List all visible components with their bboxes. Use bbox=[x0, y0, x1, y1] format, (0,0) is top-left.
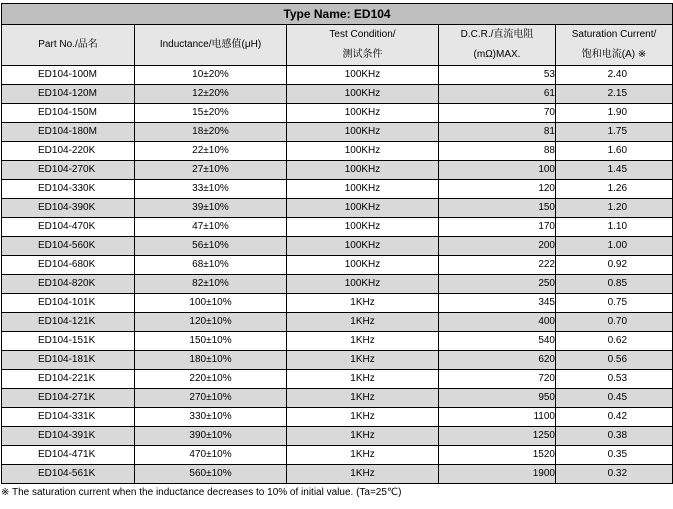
cell-dcr-value: 1900 bbox=[532, 468, 555, 479]
cell-test-condition: 100KHz bbox=[287, 66, 439, 85]
cell-inductance: 56±10% bbox=[135, 237, 287, 256]
cell-inductance: 22±10% bbox=[135, 142, 287, 161]
table-row bbox=[2, 218, 673, 237]
header-saturation-current bbox=[556, 25, 673, 66]
table-row bbox=[2, 85, 673, 104]
cell-dcr-value: 620 bbox=[538, 354, 555, 365]
cell-part-no: ED104-221K bbox=[2, 370, 135, 389]
cell-saturation-current: 0.35 bbox=[556, 446, 673, 465]
cell-dcr-value: 88 bbox=[543, 145, 555, 156]
cell-inductance: 12±20% bbox=[135, 85, 287, 104]
cell-dcr bbox=[439, 161, 556, 180]
table-row bbox=[2, 275, 673, 294]
cell-test-condition: 100KHz bbox=[287, 199, 439, 218]
cell-saturation-current: 0.62 bbox=[556, 332, 673, 351]
table-row bbox=[2, 465, 673, 484]
cell-part-no: ED104-271K bbox=[2, 389, 135, 408]
cell-saturation-current: 0.85 bbox=[556, 275, 673, 294]
cell-dcr bbox=[439, 199, 556, 218]
cell-test-condition: 100KHz bbox=[287, 218, 439, 237]
table-row bbox=[2, 142, 673, 161]
cell-saturation-current: 0.75 bbox=[556, 294, 673, 313]
table-row bbox=[2, 161, 673, 180]
header-part-no: Part No./品名 bbox=[2, 25, 135, 66]
spec-table bbox=[1, 3, 673, 484]
header-dcr bbox=[439, 25, 556, 66]
table-row bbox=[2, 408, 673, 427]
table-row bbox=[2, 332, 673, 351]
cell-dcr bbox=[439, 313, 556, 332]
cell-dcr bbox=[439, 256, 556, 275]
cell-part-no: ED104-560K bbox=[2, 237, 135, 256]
cell-dcr bbox=[439, 389, 556, 408]
cell-dcr-value: 120 bbox=[538, 183, 555, 194]
cell-test-condition: 1KHz bbox=[287, 446, 439, 465]
cell-test-condition: 1KHz bbox=[287, 332, 439, 351]
cell-dcr-value: 81 bbox=[543, 126, 555, 137]
cell-part-no: ED104-151K bbox=[2, 332, 135, 351]
cell-inductance: 150±10% bbox=[135, 332, 287, 351]
cell-dcr-value: 1520 bbox=[532, 449, 555, 460]
table-row bbox=[2, 237, 673, 256]
cell-saturation-current: 1.90 bbox=[556, 104, 673, 123]
cell-test-condition: 100KHz bbox=[287, 237, 439, 256]
table-row bbox=[2, 256, 673, 275]
header-dcr-line1: D.C.R./直流电阻 bbox=[460, 29, 534, 40]
cell-saturation-current: 0.70 bbox=[556, 313, 673, 332]
cell-part-no: ED104-101K bbox=[2, 294, 135, 313]
cell-saturation-current: 0.45 bbox=[556, 389, 673, 408]
cell-part-no: ED104-150M bbox=[2, 104, 135, 123]
cell-dcr-value: 53 bbox=[543, 69, 555, 80]
cell-part-no: ED104-181K bbox=[2, 351, 135, 370]
cell-inductance: 15±20% bbox=[135, 104, 287, 123]
cell-dcr bbox=[439, 408, 556, 427]
cell-dcr bbox=[439, 275, 556, 294]
cell-saturation-current: 1.20 bbox=[556, 199, 673, 218]
cell-dcr-value: 70 bbox=[543, 107, 555, 118]
cell-inductance: 18±20% bbox=[135, 123, 287, 142]
cell-inductance: 68±10% bbox=[135, 256, 287, 275]
table-row bbox=[2, 351, 673, 370]
header-test-condition-line1: Test Condition/ bbox=[329, 29, 396, 40]
cell-dcr bbox=[439, 180, 556, 199]
footnote: ※ The saturation current when the inductance decreases to 10% of initial value. (Ta=25℃) bbox=[1, 487, 402, 498]
cell-dcr bbox=[439, 85, 556, 104]
cell-part-no: ED104-220K bbox=[2, 142, 135, 161]
cell-dcr-value: 950 bbox=[538, 392, 555, 403]
cell-saturation-current: 0.92 bbox=[556, 256, 673, 275]
header-inductance: Inductance/电感值(μH) bbox=[135, 25, 287, 66]
cell-test-condition: 100KHz bbox=[287, 142, 439, 161]
cell-test-condition: 100KHz bbox=[287, 104, 439, 123]
cell-test-condition: 1KHz bbox=[287, 427, 439, 446]
table-row bbox=[2, 180, 673, 199]
cell-saturation-current: 0.56 bbox=[556, 351, 673, 370]
cell-dcr-value: 720 bbox=[538, 373, 555, 384]
cell-saturation-current: 1.75 bbox=[556, 123, 673, 142]
cell-inductance: 27±10% bbox=[135, 161, 287, 180]
cell-test-condition: 100KHz bbox=[287, 123, 439, 142]
cell-inductance: 560±10% bbox=[135, 465, 287, 484]
cell-inductance: 39±10% bbox=[135, 199, 287, 218]
cell-inductance: 390±10% bbox=[135, 427, 287, 446]
cell-dcr-value: 100 bbox=[538, 164, 555, 175]
cell-dcr bbox=[439, 427, 556, 446]
table-row bbox=[2, 104, 673, 123]
cell-inductance: 220±10% bbox=[135, 370, 287, 389]
cell-dcr-value: 1100 bbox=[533, 411, 555, 422]
cell-part-no: ED104-120M bbox=[2, 85, 135, 104]
cell-saturation-current: 1.45 bbox=[556, 161, 673, 180]
cell-saturation-current: 0.42 bbox=[556, 408, 673, 427]
table-row bbox=[2, 66, 673, 85]
header-saturation-line1: Saturation Current/ bbox=[571, 29, 657, 40]
cell-dcr-value: 540 bbox=[538, 335, 555, 346]
cell-dcr bbox=[439, 446, 556, 465]
cell-dcr bbox=[439, 142, 556, 161]
cell-dcr bbox=[439, 237, 556, 256]
cell-dcr-value: 200 bbox=[538, 240, 555, 251]
cell-part-no: ED104-391K bbox=[2, 427, 135, 446]
cell-part-no: ED104-270K bbox=[2, 161, 135, 180]
cell-dcr-value: 222 bbox=[538, 259, 555, 270]
cell-inductance: 82±10% bbox=[135, 275, 287, 294]
cell-test-condition: 1KHz bbox=[287, 408, 439, 427]
cell-saturation-current: 1.60 bbox=[556, 142, 673, 161]
cell-dcr bbox=[439, 104, 556, 123]
cell-part-no: ED104-680K bbox=[2, 256, 135, 275]
cell-saturation-current: 2.40 bbox=[556, 66, 673, 85]
cell-part-no: ED104-820K bbox=[2, 275, 135, 294]
table-title-row bbox=[2, 4, 673, 25]
cell-dcr bbox=[439, 66, 556, 85]
cell-dcr bbox=[439, 370, 556, 389]
cell-test-condition: 1KHz bbox=[287, 389, 439, 408]
cell-saturation-current: 0.38 bbox=[556, 427, 673, 446]
cell-part-no: ED104-331K bbox=[2, 408, 135, 427]
table-row bbox=[2, 389, 673, 408]
cell-part-no: ED104-471K bbox=[2, 446, 135, 465]
cell-dcr bbox=[439, 351, 556, 370]
table-row bbox=[2, 313, 673, 332]
cell-part-no: ED104-121K bbox=[2, 313, 135, 332]
cell-part-no: ED104-100M bbox=[2, 66, 135, 85]
cell-saturation-current: 2.15 bbox=[556, 85, 673, 104]
cell-test-condition: 100KHz bbox=[287, 85, 439, 104]
cell-part-no: ED104-330K bbox=[2, 180, 135, 199]
cell-dcr-value: 1250 bbox=[532, 430, 555, 441]
cell-part-no: ED104-561K bbox=[2, 465, 135, 484]
cell-dcr bbox=[439, 332, 556, 351]
table-row bbox=[2, 427, 673, 446]
table-row bbox=[2, 123, 673, 142]
cell-dcr-value: 61 bbox=[543, 88, 555, 99]
cell-dcr bbox=[439, 123, 556, 142]
cell-test-condition: 100KHz bbox=[287, 256, 439, 275]
cell-dcr bbox=[439, 465, 556, 484]
cell-part-no: ED104-390K bbox=[2, 199, 135, 218]
cell-dcr bbox=[439, 294, 556, 313]
table-title: Type Name: ED104 bbox=[2, 4, 673, 25]
cell-dcr-value: 150 bbox=[538, 202, 555, 213]
table-row bbox=[2, 199, 673, 218]
cell-test-condition: 100KHz bbox=[287, 275, 439, 294]
cell-saturation-current: 1.00 bbox=[556, 237, 673, 256]
header-saturation-line2: 饱和电流(A) ※ bbox=[581, 49, 647, 60]
header-test-condition-line2: 测试条件 bbox=[342, 49, 383, 60]
cell-dcr-value: 250 bbox=[538, 278, 555, 289]
cell-test-condition: 100KHz bbox=[287, 161, 439, 180]
cell-inductance: 33±10% bbox=[135, 180, 287, 199]
cell-saturation-current: 1.10 bbox=[556, 218, 673, 237]
table-row bbox=[2, 294, 673, 313]
cell-test-condition: 1KHz bbox=[287, 294, 439, 313]
cell-inductance: 470±10% bbox=[135, 446, 287, 465]
cell-test-condition: 1KHz bbox=[287, 351, 439, 370]
cell-inductance: 180±10% bbox=[135, 351, 287, 370]
cell-part-no: ED104-180M bbox=[2, 123, 135, 142]
cell-dcr-value: 170 bbox=[538, 221, 555, 232]
cell-part-no: ED104-470K bbox=[2, 218, 135, 237]
cell-inductance: 330±10% bbox=[135, 408, 287, 427]
header-test-condition bbox=[287, 25, 439, 66]
cell-inductance: 100±10% bbox=[135, 294, 287, 313]
cell-test-condition: 1KHz bbox=[287, 465, 439, 484]
cell-test-condition: 100KHz bbox=[287, 180, 439, 199]
cell-saturation-current: 0.32 bbox=[556, 465, 673, 484]
table-header-row bbox=[2, 25, 673, 66]
cell-saturation-current: 1.26 bbox=[556, 180, 673, 199]
cell-dcr-value: 400 bbox=[538, 316, 555, 327]
cell-dcr-value: 345 bbox=[538, 297, 555, 308]
cell-test-condition: 1KHz bbox=[287, 313, 439, 332]
cell-saturation-current: 0.53 bbox=[556, 370, 673, 389]
cell-test-condition: 1KHz bbox=[287, 370, 439, 389]
cell-inductance: 10±20% bbox=[135, 66, 287, 85]
cell-inductance: 120±10% bbox=[135, 313, 287, 332]
cell-inductance: 47±10% bbox=[135, 218, 287, 237]
spec-table-container bbox=[1, 3, 672, 484]
table-row bbox=[2, 370, 673, 389]
cell-dcr bbox=[439, 218, 556, 237]
table-row bbox=[2, 446, 673, 465]
table-body bbox=[2, 66, 673, 484]
cell-inductance: 270±10% bbox=[135, 389, 287, 408]
header-dcr-line2: (mΩ)MAX. bbox=[473, 49, 521, 60]
